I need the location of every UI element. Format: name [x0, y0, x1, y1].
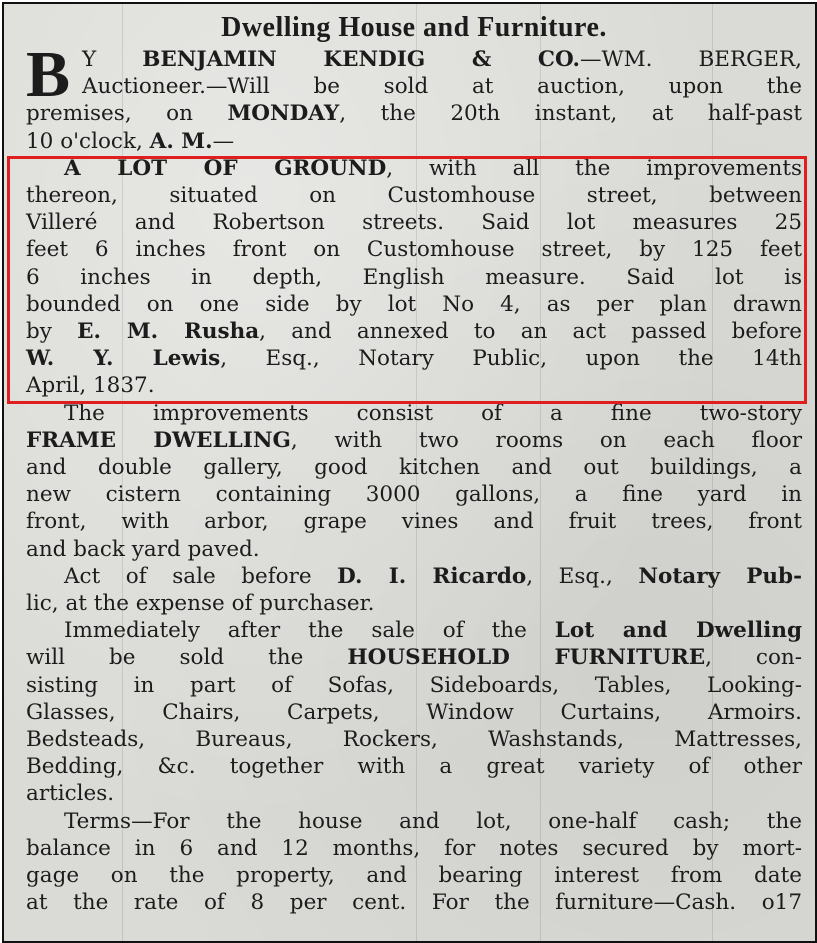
text-line: lic, at the expense of purchaser.	[26, 591, 375, 617]
opening-paragraph	[26, 38, 803, 111]
text-line: 10 o'clock, A. M.—	[26, 128, 235, 154]
text-line: FRAME DWELLING, with two rooms on each floor	[26, 427, 802, 453]
text-line: April, 1837.	[26, 373, 155, 399]
advertisement-title: Dwelling House and Furniture.	[221, 12, 607, 43]
text-line: Bedsteads, Bureaus, Rockers, Washstands, Mattresses,	[26, 727, 802, 753]
text-line: thereon, situated on Customhouse street, between	[26, 183, 802, 209]
text-line: Bedding, &c. together with a great variety of other	[26, 754, 802, 780]
text-line: Glasses, Chairs, Carpets, Window Curtains, Armoirs.	[26, 699, 802, 725]
text-line: Terms—For the house and lot, one-half cash; the	[64, 808, 802, 834]
drop-cap: B	[26, 38, 71, 111]
text-line: Auctioneer.—Will be sold at auction, upon the	[82, 74, 802, 100]
text-line: sisting in part of Sofas, Sideboards, Tables, Looking-	[26, 672, 802, 698]
advertisement-text	[26, 12, 802, 917]
text-line: 6 inches in depth, English measure. Said lot is	[26, 264, 802, 290]
text-line: new cistern containing 3000 gallons, a fine yard in	[26, 482, 802, 508]
newspaper-clipping	[4, 4, 815, 941]
text-line: Y BENJAMIN KENDIG & CO.—WM. BERGER,	[82, 47, 803, 72]
text-line: articles.	[26, 781, 115, 807]
text-line: at the rate of 8 per cent. For the furniture—Cash. o17	[26, 890, 802, 916]
text-line: feet 6 inches front on Customhouse street, by 125 feet	[26, 237, 802, 263]
text-line: bounded on one side by lot No 4, as per plan drawn	[26, 291, 802, 317]
text-line: will be sold the HOUSEHOLD FURNITURE, con-	[26, 645, 803, 671]
text-line: Immediately after the sale of the Lot and Dwelling	[64, 618, 802, 644]
text-line: The improvements consist of a fine two-story	[64, 400, 802, 426]
image-frame	[2, 2, 817, 943]
text-line: by E. M. Rusha, and annexed to an act passed before	[26, 319, 802, 345]
text-line: Villeré and Robertson streets. Said lot measures 25	[26, 210, 802, 236]
text-line: A LOT OF GROUND, with all the improvements	[64, 155, 802, 181]
text-line: front, with arbor, grape vines and fruit trees, front	[26, 509, 802, 535]
text-line: and double gallery, good kitchen and out buildings, a	[26, 455, 802, 481]
text-line: gage on the property, and bearing interest from date	[26, 863, 802, 889]
text-line: balance in 6 and 12 months, for notes secured by mort-	[26, 835, 802, 861]
text-line: W. Y. Lewis, Esq., Notary Public, upon the 14th	[26, 346, 802, 372]
text-line: premises, on MONDAY, the 20th instant, at half-past	[26, 101, 802, 127]
text-line: Act of sale before D. I. Ricardo, Esq., Notary Pub-	[64, 563, 802, 589]
highlight-annotation-box	[7, 156, 807, 404]
text-line: and back yard paved.	[26, 536, 260, 562]
